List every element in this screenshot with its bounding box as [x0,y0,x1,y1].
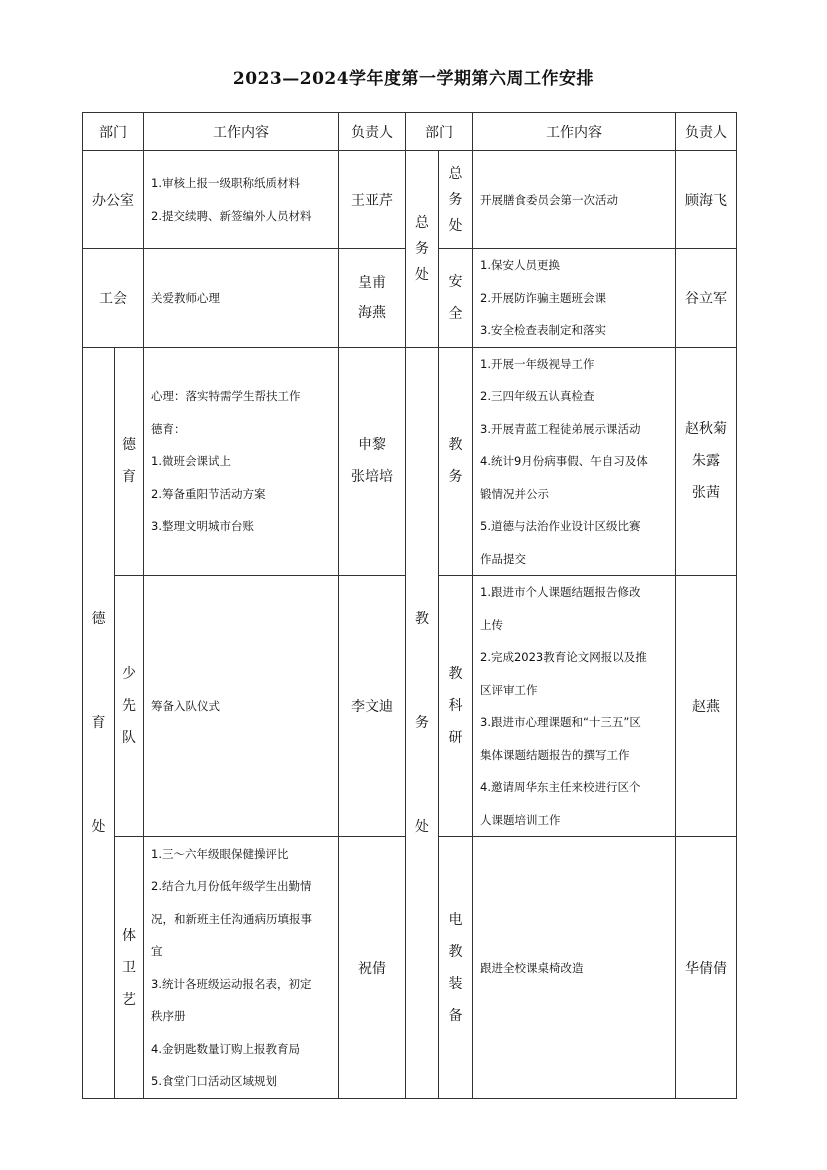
list-item: 1.三～六年级眼保健操评比 [151,846,289,861]
list-item: 5.食堂门口活动区域规划 [151,1074,277,1088]
jiaowu-owner [676,347,737,576]
dept-char: 教 [448,437,463,454]
list-item: 3.跟进市心理课题和“十三五”区 [480,715,641,729]
pe-art-owner: 祝倩 [339,837,406,1099]
dept-general-affairs [406,151,439,348]
jiaowu-content [473,347,676,576]
dept-char: 教 [415,610,429,627]
list-item: 上传 [480,617,503,632]
header-row [83,113,737,151]
list-item: 1.开展一年级视导工作 [480,356,595,371]
dept-char: 教 [448,943,463,960]
list-item: 2.开展防诈骗主题班会课 [480,290,606,305]
subdept-equipment [439,837,473,1099]
research-owner: 赵燕 [676,576,737,837]
list-item: 5.道德与法治作业设计区级比赛 [480,519,641,533]
dept-char: 少 [122,666,136,682]
dept-char: 安 [448,273,463,290]
subdept-pioneers [115,576,144,837]
dept-char: 艺 [122,991,136,1008]
research-content [473,576,676,837]
owner-line: 海燕 [358,304,386,321]
list-item: 宜 [151,944,163,958]
dept-char: 卫 [122,959,136,976]
list-item: 2.提交续聘、新签编外人员材料 [151,208,312,223]
dept-char: 处 [91,818,106,835]
dept-char: 教 [448,666,463,682]
dept-char: 育 [122,469,136,486]
owner-line: 张培培 [351,469,393,486]
dept-char: 装 [448,975,463,992]
subdept-deyu [115,347,144,576]
owner-line: 皇甫 [358,274,386,291]
header-dept-right: 部门 [406,113,473,151]
dept-moral-edu [83,347,115,1099]
work-schedule-table [82,112,737,1099]
owner-line: 申黎 [358,437,386,454]
subdept-safety [439,249,473,348]
page-title: 2023—2024学年度第一学期第六周工作安排 [232,69,595,89]
dept-char: 德 [91,610,106,627]
list-item: 2.筹备重阳节活动方案 [151,486,266,501]
dept-char: 电 [448,911,463,928]
union-content: 关爱教师心理 [144,249,339,348]
office-content [144,151,339,249]
dept-char: 队 [122,730,136,746]
dept-academic [406,347,439,1099]
dept-char: 处 [415,266,429,283]
safety-content [473,249,676,348]
equipment-owner: 华倩倩 [676,837,737,1099]
dept-char: 全 [448,305,463,322]
list-item: 4.邀请周华东主任来校进行区个 [480,780,641,794]
dept-char: 德 [122,437,136,454]
list-item: 2.三四年级五认真检查 [480,389,595,403]
list-item: 人课题培训工作 [480,812,561,827]
table-row [83,347,737,576]
header-owner-right: 负责人 [676,113,737,151]
dept-char: 务 [415,240,429,257]
list-item: 德育： [151,421,186,436]
list-item: 况，和新班主任沟通病历填报事 [151,911,312,926]
dept-char: 总 [448,165,463,182]
header-dept: 部门 [83,113,144,151]
dept-char: 务 [448,191,463,208]
dept-char: 科 [448,698,463,714]
subdept-jiaowu [439,347,473,576]
deyu-owner [339,347,406,576]
dept-char: 务 [448,469,463,486]
header-owner: 负责人 [339,113,406,151]
equipment-content: 跟进全校课桌椅改造 [473,837,676,1099]
dept-char: 总 [415,214,429,231]
dept-char: 备 [448,1007,463,1024]
list-item: 1.审核上报一级职称纸质材料 [151,176,300,190]
owner-line: 朱露 [692,453,720,470]
dept-char: 研 [448,730,463,746]
list-item: 1.跟进市个人课题结题报告修改 [480,585,641,599]
list-item: 1.微班会课试上 [151,454,231,468]
list-item: 锻情况并公示 [480,486,549,501]
list-item: 心理：落实特需学生帮扶工作 [151,389,301,403]
pioneers-content: 筹备入队仪式 [144,576,339,837]
subdept-research [439,576,473,837]
list-item: 3.开展青蓝工程徒弟展示课活动 [480,421,641,436]
list-item: 秩序册 [151,1009,186,1023]
dept-char: 处 [415,818,429,835]
owner-line: 赵秋菊 [685,421,727,438]
header-content: 工作内容 [144,113,339,151]
pe-art-content [144,837,339,1099]
list-item: 4.统计9月份病事假、午自习及体 [480,454,648,468]
dept-char: 处 [448,217,463,234]
general-content: 开展膳食委员会第一次活动 [473,151,676,249]
office-owner: 王亚芹 [339,151,406,249]
dept-char: 务 [415,714,429,731]
list-item: 3.统计各班级运动报名表，初定 [151,976,312,991]
pioneers-owner: 李文迪 [339,576,406,837]
subdept-general [439,151,473,249]
table-row [83,151,737,249]
list-item: 1.保安人员更换 [480,258,560,272]
dept-char: 先 [122,698,136,714]
list-item: 集体课题结题报告的撰写工作 [480,747,630,762]
subdept-pe-art [115,837,144,1099]
safety-owner: 谷立军 [676,249,737,348]
header-content-right: 工作内容 [473,113,676,151]
dept-char: 育 [91,714,106,731]
dept-char: 体 [122,927,136,944]
general-owner: 顾海飞 [676,151,737,249]
list-item: 2.完成2023教育论文网报以及推 [480,650,647,664]
union-owner [339,249,406,348]
list-item: 2.结合九月份低年级学生出勤情 [151,879,312,893]
deyu-content [144,347,339,576]
list-item: 区评审工作 [480,682,538,697]
list-item: 3.整理文明城市台账 [151,519,254,533]
list-item: 4.金钥匙数量订购上报教育局 [151,1041,300,1056]
list-item: 3.安全检查表制定和落实 [480,323,606,337]
list-item: 作品提交 [480,551,526,566]
dept-union: 工会 [83,249,144,348]
dept-office: 办公室 [83,151,144,249]
owner-line: 张茜 [692,485,720,502]
